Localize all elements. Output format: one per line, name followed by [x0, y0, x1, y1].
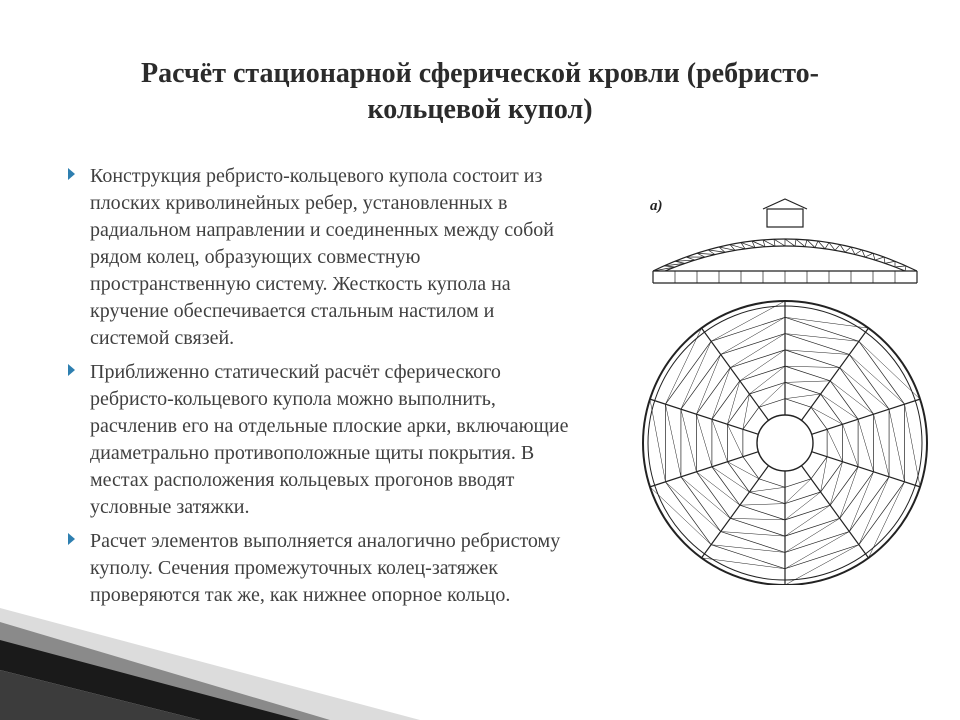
elevation-truss-member — [835, 245, 840, 251]
plan-brace — [712, 368, 730, 420]
elevation-truss-member — [815, 241, 818, 248]
plan-ring-purlin — [849, 354, 889, 409]
elevation-truss-diagonal — [884, 257, 885, 263]
bullet-list — [62, 163, 662, 616]
plan-ring-purlin — [730, 350, 785, 368]
plan-brace — [889, 409, 904, 482]
plan-ring-purlin — [749, 382, 785, 394]
bullet-line: радиальном направлении и соединенных между собой — [90, 219, 554, 241]
plan-brace — [830, 381, 873, 414]
plan-brace — [696, 472, 739, 505]
plan-ring-purlin — [740, 366, 785, 381]
plan-brace — [665, 482, 720, 532]
elevation-truss-diagonal — [774, 239, 785, 246]
plan-ring-purlin — [696, 368, 730, 415]
plan-brace — [727, 381, 739, 424]
plan-ring-purlin — [696, 472, 730, 519]
bullet-item — [62, 163, 662, 352]
bullet-line: системой связей. — [90, 327, 235, 349]
plan-ring-purlin — [785, 479, 811, 487]
plan-ring-purlin — [681, 477, 721, 532]
plan-brace — [785, 366, 840, 368]
plan-brace — [681, 477, 730, 519]
bullet-line: ребристо-кольцевого купола можно выполнить, — [90, 388, 496, 410]
bullet-line: Конструкция ребристо-кольцевого купола состоит из — [90, 165, 543, 187]
plan-brace — [665, 328, 701, 404]
elevation-truss-member — [675, 261, 685, 263]
plan-brace — [740, 350, 785, 381]
elevation-truss-member — [664, 266, 675, 267]
elevation-truss-member — [895, 266, 906, 267]
plan-brace — [868, 482, 904, 558]
plan-brace — [785, 394, 821, 399]
plan-ring-purlin — [665, 482, 711, 545]
bullet-line: рядом колец, образующих совместную — [90, 246, 421, 268]
plan-brace — [830, 462, 842, 505]
plan-ring-purlin — [849, 477, 889, 532]
elevation-truss-member — [865, 253, 873, 257]
plan-ring-purlin — [730, 518, 785, 536]
elevation-truss-member — [845, 247, 851, 252]
plan-ring-purlin — [749, 492, 785, 504]
elevation-truss-diagonal — [905, 266, 906, 271]
bullet-line: условные затяжки. — [90, 496, 250, 518]
plan-brace — [905, 404, 920, 487]
plan-ring-purlin — [785, 532, 849, 553]
elevation-truss-member — [686, 257, 695, 260]
plan-brace — [840, 368, 889, 410]
plan-ring-purlin — [727, 462, 749, 492]
bullet-line: кручение обеспечивается стальным настилом и — [90, 300, 495, 322]
slide-title-line-2: кольцевой купол) — [367, 94, 593, 125]
bullet-line: диаметрально противоположные щиты покрытия. В — [90, 442, 535, 464]
bullet-line: проверяются так же, как нижнее опорное кольцо. — [90, 584, 511, 606]
plan-ring-purlin — [759, 399, 785, 407]
elevation-truss-member — [885, 261, 895, 263]
plan-brace — [681, 409, 696, 472]
plan-brace — [785, 350, 849, 355]
bullet-line: расчленив его на отдельные плоские арки, включающие — [90, 415, 569, 437]
plan-ring-purlin — [821, 462, 843, 492]
elevation-truss-member — [774, 239, 775, 246]
bullet-line: местах расположения кольцевых прогонов вводят — [90, 469, 515, 491]
plan-ring-purlin — [811, 407, 827, 429]
elevation-truss-member — [875, 257, 884, 260]
plan-ring-purlin — [785, 366, 830, 381]
plan-brace — [785, 518, 840, 552]
bullet-line: Приближенно статический расчёт сферического — [90, 361, 501, 383]
plan-brace — [727, 462, 759, 479]
elevation-truss-diagonal — [796, 239, 805, 246]
elevation-truss-member — [795, 239, 796, 246]
plan-brace — [712, 419, 727, 461]
slide-title-line-1: Расчёт стационарной сферической кровли (ребристо- — [141, 58, 819, 89]
figure-label: а) — [650, 198, 663, 214]
plan-ring-purlin — [785, 518, 840, 536]
plan-brace — [840, 467, 858, 519]
bullet-arrow-icon — [68, 364, 75, 376]
elevation-inner-arc — [665, 246, 905, 271]
plan-ring-purlin — [840, 368, 874, 415]
plan-brace — [743, 394, 750, 429]
plan-brace — [721, 532, 785, 537]
plan-brace — [811, 407, 843, 424]
plan-ring-purlin — [785, 505, 830, 520]
plan-ring-purlin — [681, 354, 721, 409]
plan-ring-purlin — [721, 334, 785, 355]
elevation-lantern — [767, 209, 803, 227]
plan-brace — [681, 341, 711, 409]
plan-brace — [759, 382, 785, 407]
dome-elevation — [653, 199, 917, 283]
plan-brace — [696, 414, 711, 467]
bullet-arrow-icon — [68, 168, 75, 180]
plan-center-ring — [757, 415, 813, 471]
plan-brace — [849, 354, 904, 404]
bullet-line: плоских криволинейных ребер, установленных в — [90, 192, 508, 214]
plan-ring-purlin — [743, 457, 759, 479]
elevation-truss-member — [855, 250, 862, 255]
slide-title — [60, 56, 900, 128]
plan-brace — [785, 479, 811, 504]
plan-ring-purlin — [740, 505, 785, 520]
plan-ring-purlin — [759, 479, 785, 487]
plan-brace — [721, 317, 785, 354]
plan-brace — [821, 457, 828, 492]
corner-decoration — [0, 600, 420, 720]
elevation-truss-diagonal — [785, 239, 795, 246]
plan-brace — [665, 404, 680, 477]
plan-brace — [785, 505, 830, 536]
plan-brace — [650, 399, 665, 482]
plan-brace — [859, 477, 889, 545]
plan-ring-purlin — [785, 382, 821, 394]
bullet-item — [62, 359, 662, 521]
plan-ring-purlin — [785, 399, 811, 407]
plan-brace — [858, 419, 873, 472]
plan-brace — [874, 414, 889, 477]
plan-ring-purlin — [811, 457, 827, 479]
plan-ring-purlin — [821, 394, 843, 424]
bullet-arrow-icon — [68, 533, 75, 545]
plan-brace — [749, 487, 785, 492]
plan-brace — [740, 504, 785, 506]
bullet-line: пространственную систему. Жесткость купола на — [90, 273, 511, 295]
plan-brace — [785, 381, 830, 383]
plan-ring-purlin — [785, 492, 821, 504]
dome-plan — [643, 301, 927, 585]
elevation-truss-member — [825, 243, 829, 249]
plan-ring-purlin — [840, 472, 874, 519]
dome-diagram — [635, 195, 935, 585]
bullet-line: Расчет элементов выполняется аналогично ребристому — [90, 530, 561, 552]
elevation-lantern-roof — [763, 199, 807, 209]
plan-ring-purlin — [785, 350, 840, 368]
plan-brace — [730, 518, 785, 520]
bullet-line: куполу. Сечения промежуточных колец-затяжек — [90, 557, 498, 579]
plan-ring-purlin — [743, 407, 759, 429]
plan-ring-purlin — [727, 394, 749, 424]
bullet-item — [62, 528, 662, 609]
elevation-truss-member — [805, 240, 807, 247]
plan-brace — [730, 334, 785, 368]
plan-ring-purlin — [859, 341, 905, 404]
plan-brace — [843, 424, 858, 466]
plan-brace — [785, 532, 849, 569]
